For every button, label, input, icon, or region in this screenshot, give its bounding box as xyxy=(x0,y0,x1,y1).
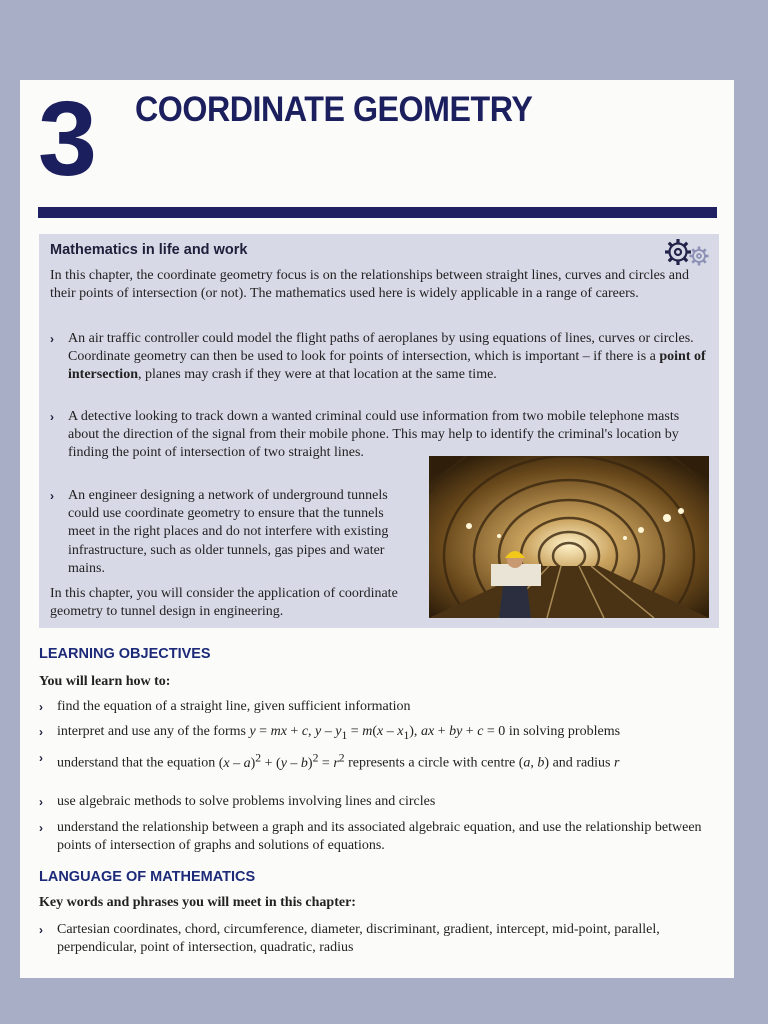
chapter-number: 3 xyxy=(38,80,97,198)
box-bullet-engineer: › An engineer designing a network of underground tunnels could use coordinate geometry to ensure that the tunnels meet in the right places and do not interfere with existing infrastructure, such as older tunnels, gas pipes and water mains. xyxy=(50,488,389,576)
language-subheading: Key words and phrases you will meet in this chapter: xyxy=(39,895,356,910)
box-title: Mathematics in life and work xyxy=(50,242,248,258)
learning-objectives-subheading: You will learn how to: xyxy=(39,674,171,689)
bullet-marker: › xyxy=(39,700,43,714)
gears-icon xyxy=(661,237,713,269)
bullet-marker: › xyxy=(50,332,54,346)
chapter-title: COORDINATE GEOMETRY xyxy=(135,90,533,129)
bullet-marker: › xyxy=(39,725,43,739)
objective-item: › use algebraic methods to solve problems involving lines and circles xyxy=(39,793,727,811)
life-and-work-box xyxy=(39,234,719,628)
box-bullet-air-traffic: › An air traffic controller could model the flight paths of aeroplanes by using equations of lines, curves or circles. Coordinate geometry can then be used to look for points of intersection, which is important – if there is a point of intersection, planes may crash if they were at that location at the same time. xyxy=(50,331,706,383)
tunnel-illustration xyxy=(429,456,709,618)
tunnel-engineer-photo xyxy=(429,456,709,618)
objective-item: › understand that the equation $(x - a)^2 + (y - b)^2 = r^2$ represents a circle with centre (a, b) and radius r xyxy=(39,751,620,771)
language-heading: LANGUAGE OF MATHEMATICS xyxy=(39,869,256,885)
radius-symbol: r xyxy=(614,755,620,771)
objective-item: › interpret and use any of the forms y = mx + c, $y - y_1 = m(x - x_1)$, ax + by + c = 0 in solving problems xyxy=(39,724,621,742)
line-equation-forms: y = mx + c, $y - y_1 = m(x - x_1)$, ax + by + c = 0 xyxy=(249,724,506,742)
box-bullet-detective: › A detective looking to track down a wanted criminal could use information from two mobile telephone masts about the direction of the signal from their mobile phone. This may help to identify the criminal's location by finding the point of intersection of two straight lines. xyxy=(50,409,680,461)
key-terms-list: › Cartesian coordinates, chord, circumference, diameter, discriminant, gradient, intercept, mid-point, parallel, perpendicular, point of intersection, quadratic, radius xyxy=(39,922,660,955)
bullet-marker: › xyxy=(50,410,54,424)
box-outro: In this chapter, you will consider the application of coordinate geometry to tunnel design in engineering. xyxy=(50,586,398,620)
title-divider xyxy=(38,207,717,218)
key-term: point of intersection xyxy=(68,349,706,383)
bullet-marker: › xyxy=(39,795,43,809)
bullet-marker: › xyxy=(50,489,54,503)
objective-item: › understand the relationship between a graph and its associated algebraic equation, and use the relationship between points of intersection of graphs and solutions of equations. xyxy=(39,820,702,853)
centre-coordinates: (a, b) xyxy=(518,755,550,771)
bullet-marker: › xyxy=(39,751,43,765)
learning-objectives-heading: LEARNING OBJECTIVES xyxy=(39,646,211,662)
circle-equation: $(x - a)^2 + (y - b)^2 = r^2$ xyxy=(218,751,345,771)
bullet-marker: › xyxy=(39,923,43,937)
objective-item: › find the equation of a straight line, given sufficient information xyxy=(39,698,727,716)
box-intro: In this chapter, the coordinate geometry focus is on the relationships between straight lines, curves and circles and their points of intersection (or not). The mathematics used here is widely applicable in a range of careers. xyxy=(50,268,689,302)
bullet-marker: › xyxy=(39,821,43,835)
textbook-page xyxy=(20,80,734,978)
